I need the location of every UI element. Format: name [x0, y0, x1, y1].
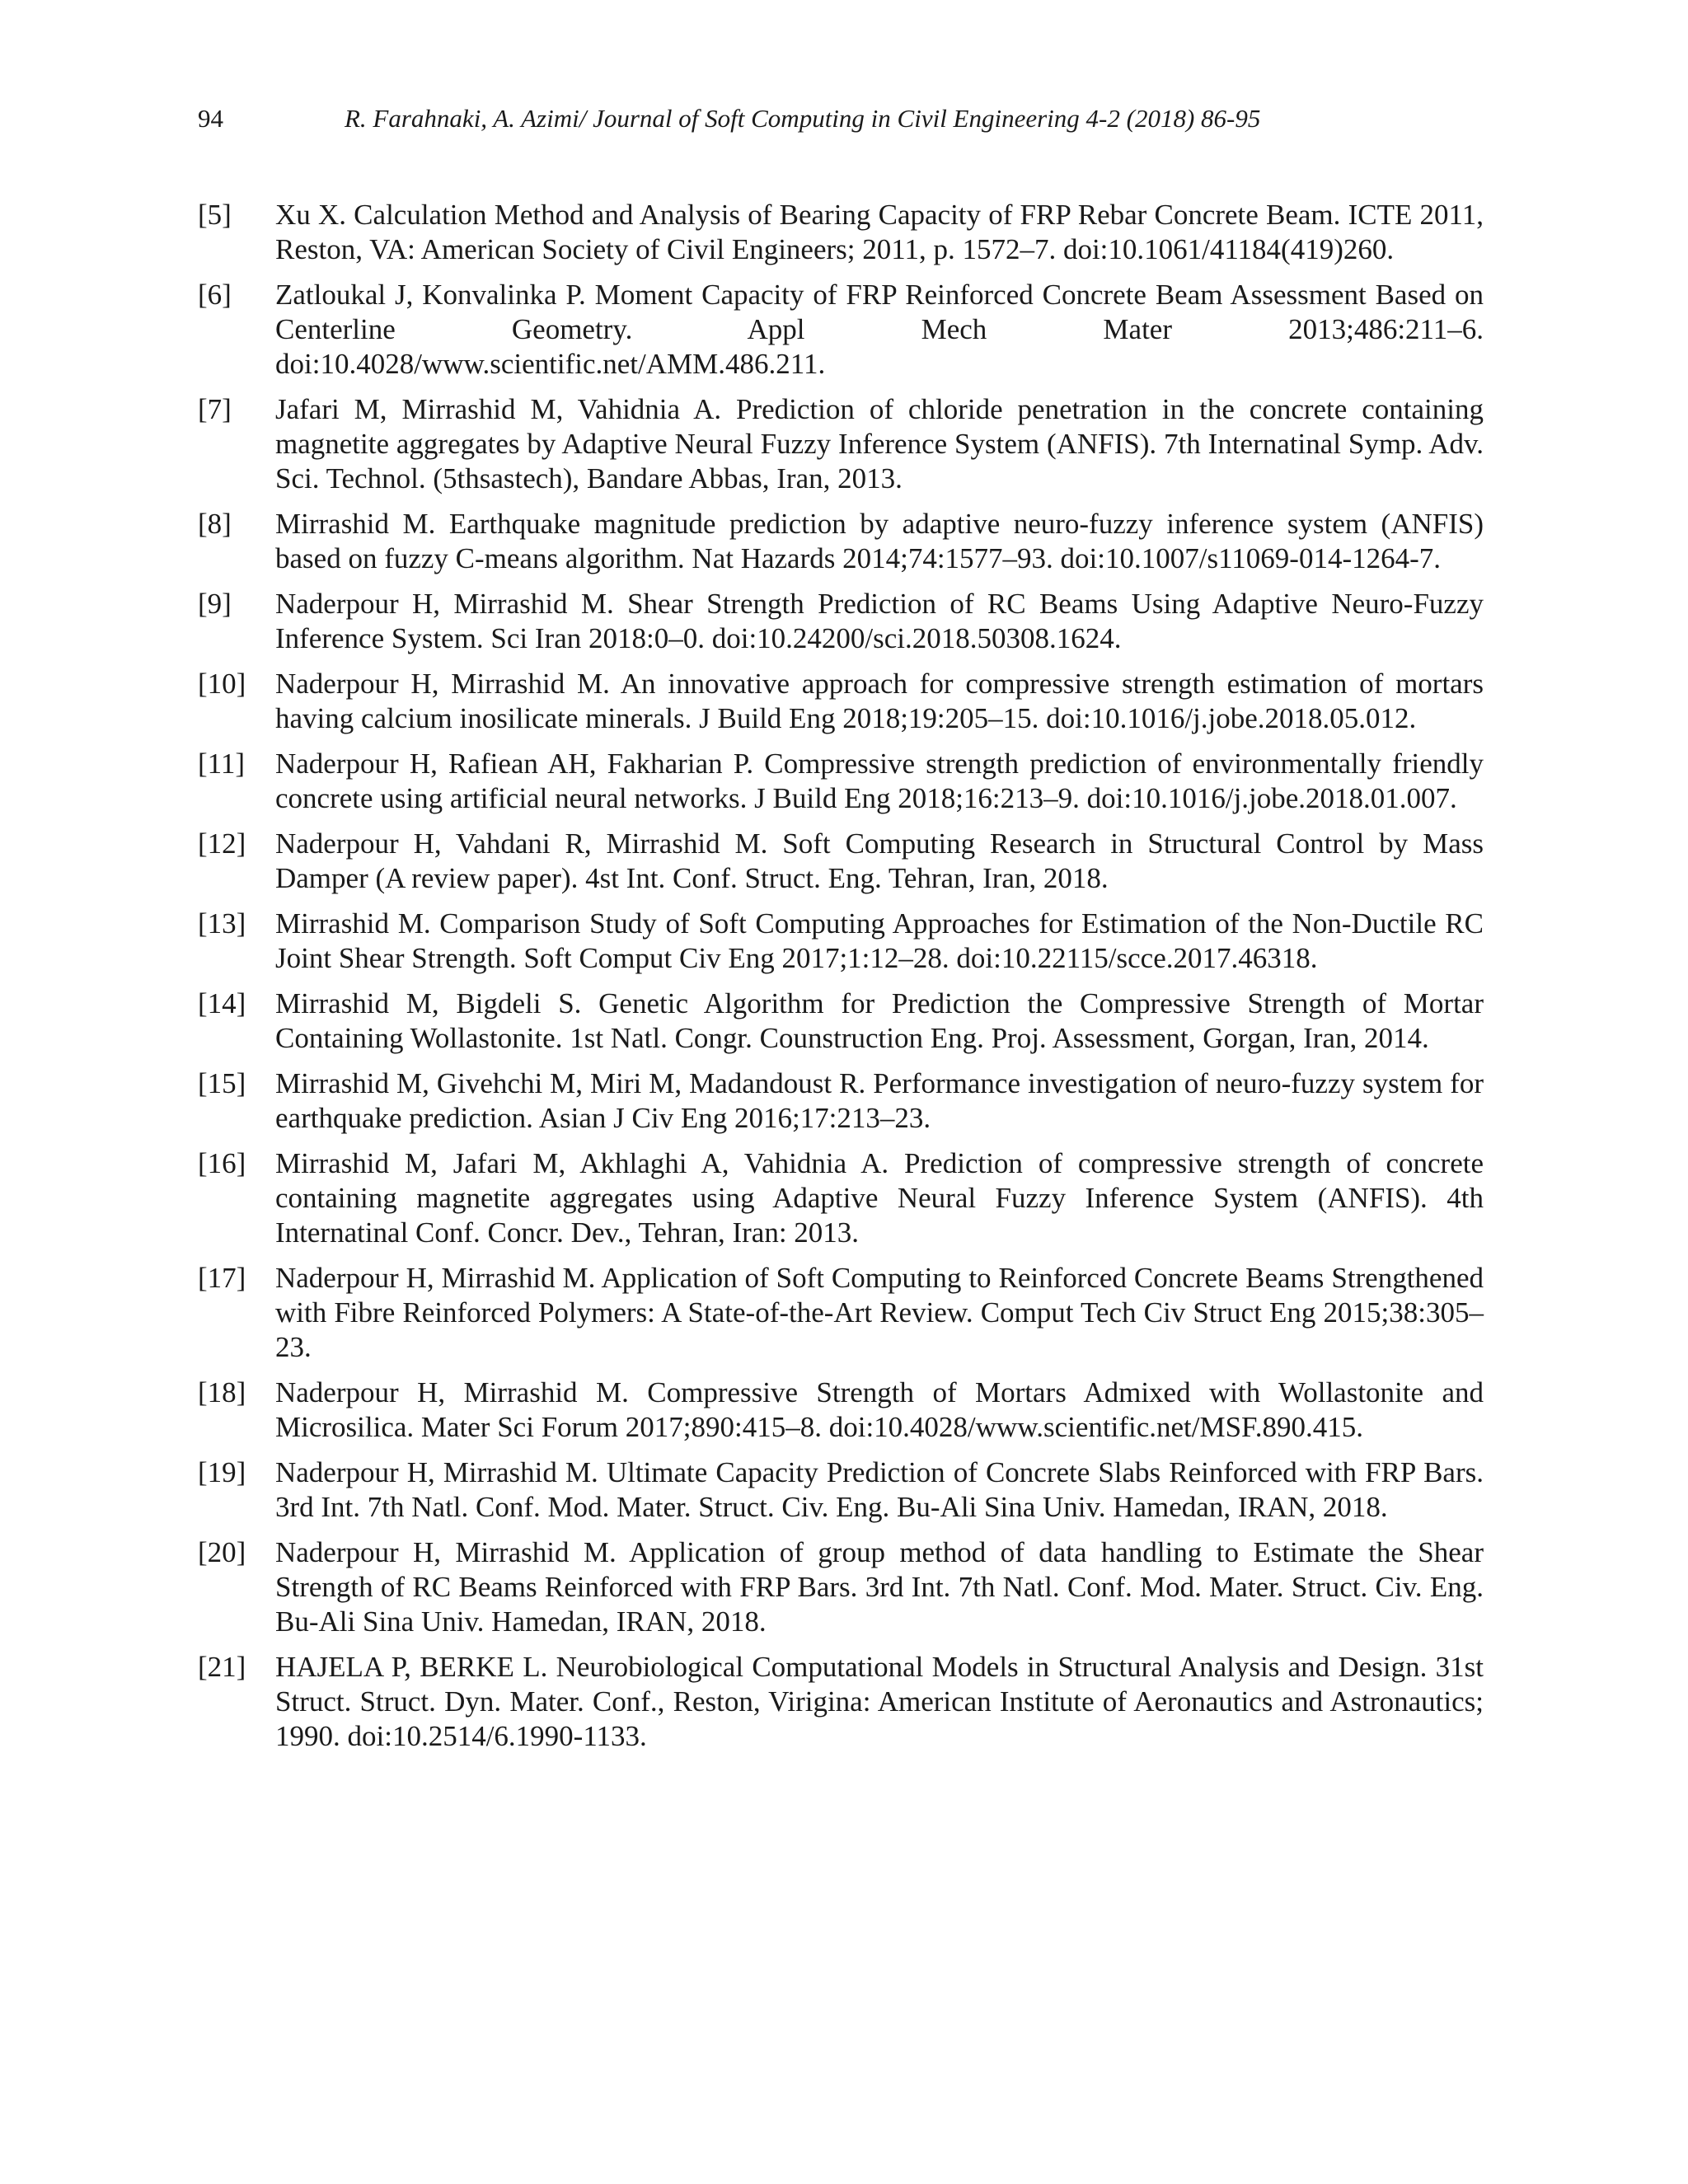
- reference-number: [12]: [198, 827, 246, 860]
- reference-item: [198, 1066, 1484, 1136]
- reference-number: [11]: [198, 748, 246, 780]
- reference-text: Mirrashid M, Jafari M, Akhlaghi A, Vahidnia A. Prediction of compressive strength of concrete containing magnetite aggregates using Adaptive Neural Fuzzy Inference System (ANFIS). 4th Internatinal Conf. Concr. Dev., Tehran, Iran: 2013.: [275, 1147, 1484, 1249]
- reference-text: Naderpour H, Mirrashid M. Application of group method of data handling to Estimate the Shear Strength of RC Beams Reinforced with FRP Bars. 3rd Int. 7th Natl. Conf. Mod. Mater. Struct. Civ. Eng. Bu-Ali Sina Univ. Hamedan, IRAN, 2018.: [275, 1536, 1484, 1638]
- reference-text: Mirrashid M, Givehchi M, Miri M, Madandoust R. Performance investigation of neuro-fuzzy system for earthquake prediction. Asian J Civ Eng 2016;17:213–23.: [275, 1067, 1484, 1134]
- reference-number: [21]: [198, 1651, 246, 1683]
- reference-number: [5]: [198, 199, 232, 231]
- reference-text: Jafari M, Mirrashid M, Vahidnia A. Prediction of chloride penetration in the concrete containing magnetite aggregates by Adaptive Neural Fuzzy Inference System (ANFIS). 7th Internatinal Symp. Adv. Sci. Technol. (5thsastech), Bandare Abbas, Iran, 2013.: [275, 393, 1484, 494]
- reference-item: [198, 907, 1484, 976]
- reference-number: [13]: [198, 907, 246, 940]
- reference-item: [198, 747, 1484, 816]
- reference-item: [198, 392, 1484, 496]
- reference-number: [20]: [198, 1536, 246, 1568]
- reference-number: [10]: [198, 668, 246, 700]
- reference-text: Mirrashid M, Bigdeli S. Genetic Algorithm for Prediction the Compressive Strength of Mortar Containing Wollastonite. 1st Natl. Congr. Counstruction Eng. Proj. Assessment, Gorgan, Iran, 2014.: [275, 987, 1484, 1054]
- reference-item: [198, 1650, 1484, 1754]
- reference-item: [198, 1261, 1484, 1365]
- reference-item: [198, 1376, 1484, 1445]
- reference-text: Naderpour H, Mirrashid M. Compressive Strength of Mortars Admixed with Wollastonite and Microsilica. Mater Sci Forum 2017;890:415–8. doi:10.4028/www.scientific.net/MSF.890.415.: [275, 1376, 1484, 1443]
- reference-text: Naderpour H, Mirrashid M. Shear Strength Prediction of RC Beams Using Adaptive Neuro-Fuzzy Inference System. Sci Iran 2018:0–0. doi:10.24200/sci.2018.50308.1624.: [275, 588, 1484, 654]
- reference-number: [17]: [198, 1262, 246, 1294]
- reference-number: [15]: [198, 1067, 246, 1099]
- reference-text: Mirrashid M. Comparison Study of Soft Computing Approaches for Estimation of the Non-Ductile RC Joint Shear Strength. Soft Comput Civ Eng 2017;1:12–28. doi:10.22115/scce.2017.46318.: [275, 907, 1484, 974]
- running-title: R. Farahnaki, A. Azimi/ Journal of Soft Computing in Civil Engineering 4-2 (2018) 86-95: [345, 104, 1261, 133]
- reference-item: [198, 667, 1484, 736]
- reference-item: [198, 587, 1484, 656]
- reference-number: [8]: [198, 508, 232, 540]
- reference-item: [198, 1146, 1484, 1250]
- reference-text: Naderpour H, Mirrashid M. Application of Soft Computing to Reinforced Concrete Beams Strengthened with Fibre Reinforced Polymers: A State-of-the-Art Review. Comput Tech Civ Struct Eng 2015;38:305–23.: [275, 1262, 1484, 1363]
- reference-item: [198, 1455, 1484, 1525]
- reference-number: [6]: [198, 279, 232, 311]
- reference-text: Zatloukal J, Konvalinka P. Moment Capacity of FRP Reinforced Concrete Beam Assessment Based on Centerline Geometry. Appl Mech Mater 2013;486:211–6. doi:10.4028/www.scientific.net/AMM.486.211.: [275, 279, 1484, 380]
- reference-text: Mirrashid M. Earthquake magnitude prediction by adaptive neuro-fuzzy inference system (ANFIS) based on fuzzy C-means algorithm. Nat Hazards 2014;74:1577–93. doi:10.1007/s11069-014-1264-7.: [275, 508, 1484, 574]
- reference-item: [198, 827, 1484, 896]
- reference-text: Naderpour H, Rafiean AH, Fakharian P. Compressive strength prediction of environmentally friendly concrete using artificial neural networks. J Build Eng 2018;16:213–9. doi:10.1016/j.jobe.2018.01.007.: [275, 748, 1484, 814]
- reference-text: Naderpour H, Mirrashid M. Ultimate Capacity Prediction of Concrete Slabs Reinforced with FRP Bars. 3rd Int. 7th Natl. Conf. Mod. Mater. Struct. Civ. Eng. Bu-Ali Sina Univ. Hamedan, IRAN, 2018.: [275, 1456, 1484, 1523]
- reference-item: [198, 987, 1484, 1056]
- reference-text: Naderpour H, Mirrashid M. An innovative approach for compressive strength estimation of mortars having calcium inosilicate minerals. J Build Eng 2018;19:205–15. doi:10.1016/j.jobe.2018.05.012.: [275, 668, 1484, 734]
- reference-text: HAJELA P, BERKE L. Neurobiological Computational Models in Structural Analysis and Design. 31st Struct. Struct. Dyn. Mater. Conf., Reston, Virigina: American Institute of Aeronautics and Astronautics; 1990. doi:10.2514/6.1990-1133.: [275, 1651, 1484, 1752]
- reference-text: Xu X. Calculation Method and Analysis of Bearing Capacity of FRP Rebar Concrete Beam. ICTE 2011, Reston, VA: American Society of Civil Engineers; 2011, p. 1572–7. doi:10.1061/41184(419)260.: [275, 199, 1484, 265]
- reference-number: [16]: [198, 1147, 246, 1179]
- reference-item: [198, 198, 1484, 267]
- reference-item: [198, 507, 1484, 576]
- page-header: [198, 101, 1484, 137]
- reference-number: [19]: [198, 1456, 246, 1488]
- reference-number: [7]: [198, 393, 232, 425]
- page-number: 94: [198, 104, 223, 133]
- reference-item: [198, 1535, 1484, 1639]
- reference-text: Naderpour H, Vahdani R, Mirrashid M. Soft Computing Research in Structural Control by Mass Damper (A review paper). 4st Int. Conf. Struct. Eng. Tehran, Iran, 2018.: [275, 827, 1484, 894]
- reference-number: [18]: [198, 1376, 246, 1408]
- reference-number: [14]: [198, 987, 246, 1019]
- reference-list: [198, 198, 1484, 1765]
- reference-number: [9]: [198, 588, 232, 620]
- reference-item: [198, 278, 1484, 382]
